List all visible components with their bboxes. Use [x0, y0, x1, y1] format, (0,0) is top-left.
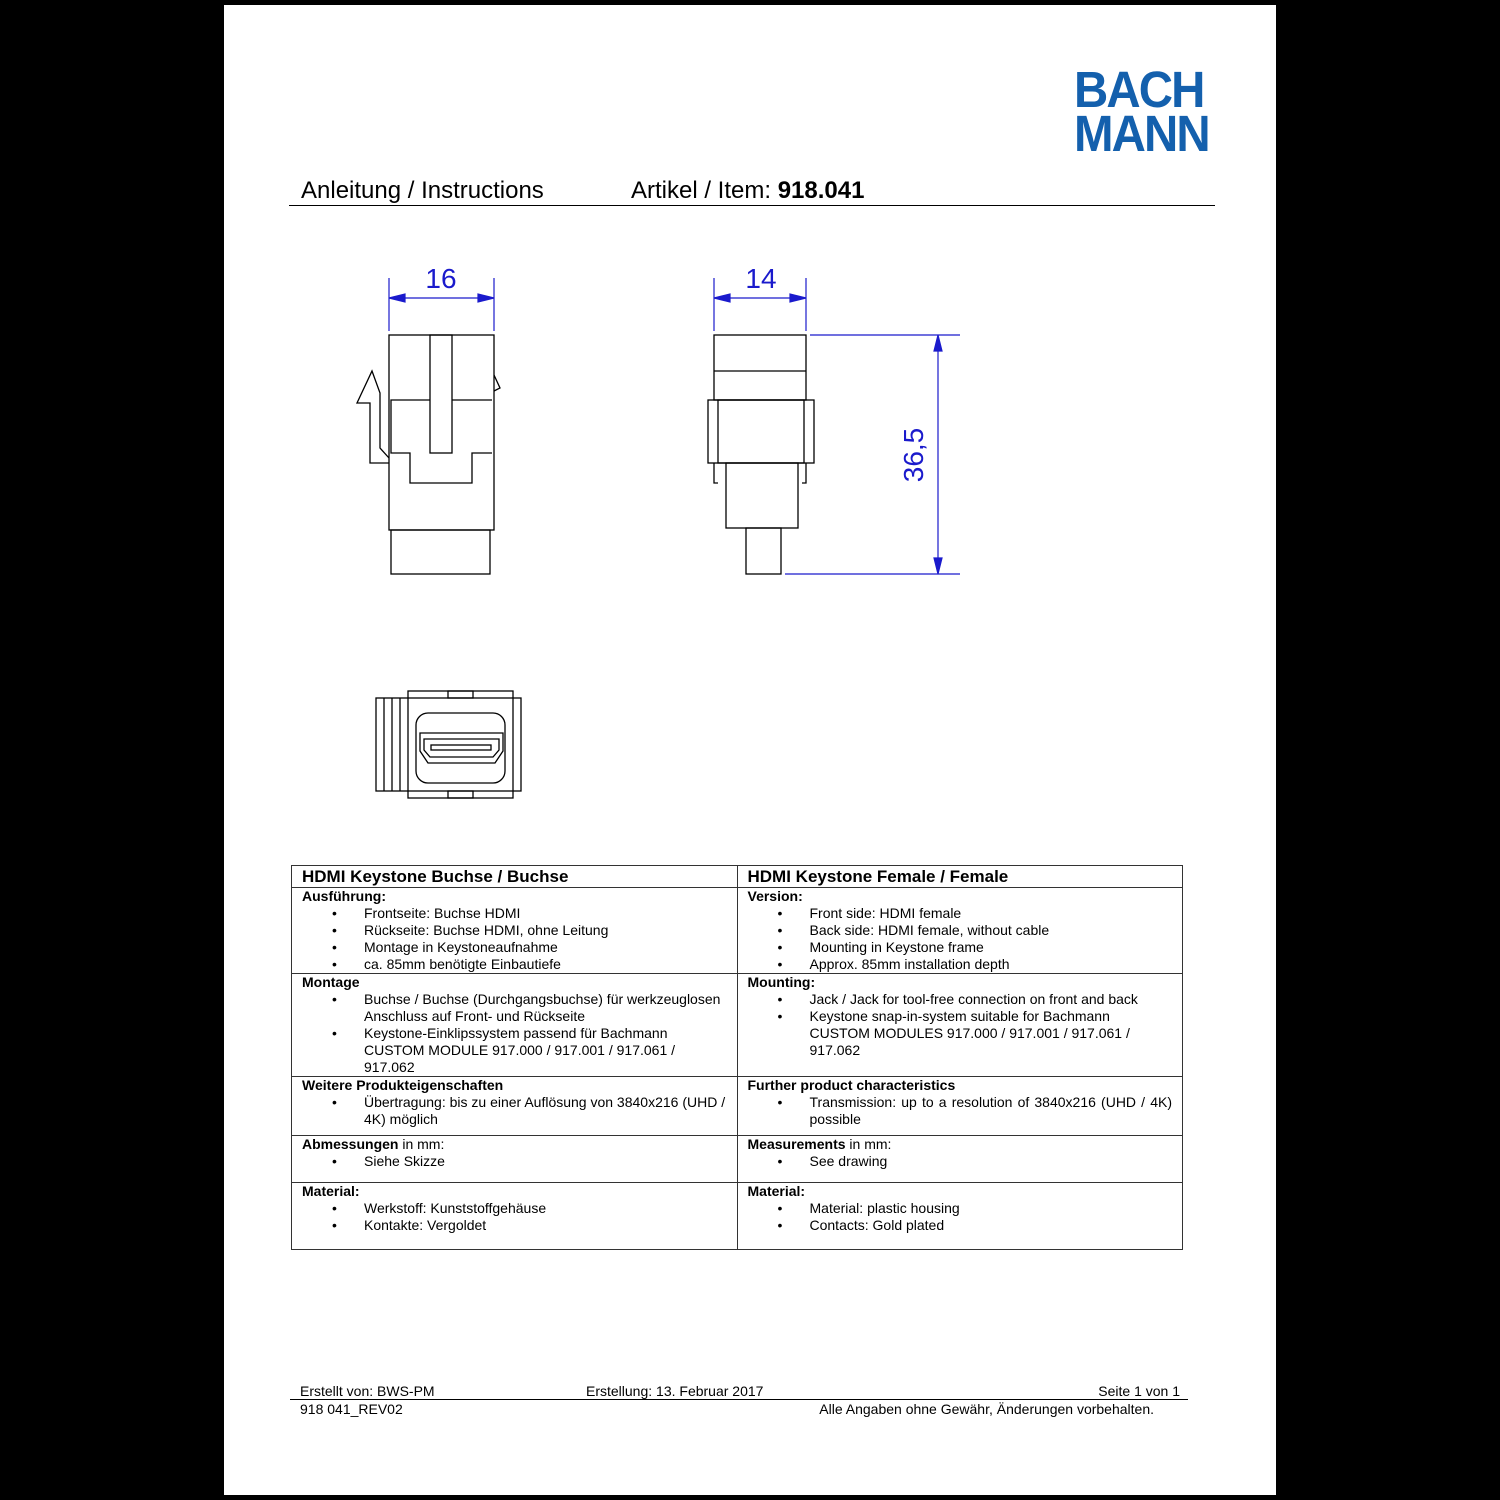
list-item: • Kontakte: Vergoldet	[364, 1217, 727, 1234]
spec-cell-en	[737, 1077, 1183, 1136]
spec-heading: Abmessungen	[302, 1136, 399, 1152]
spec-heading: Mounting:	[747, 974, 816, 990]
logo-line-1: BACH	[1074, 61, 1204, 118]
list-item: • Jack / Jack for tool-free connection on front and back	[810, 991, 1173, 1008]
footer-doc-id: 918 041_REV02	[300, 1401, 403, 1417]
spec-list	[748, 1153, 1173, 1170]
spec-heading-line	[748, 1136, 1173, 1153]
spec-cell-en	[737, 888, 1183, 974]
list-item: • ca. 85mm benötigte Einbautiefe	[364, 956, 727, 973]
list-item: • Approx. 85mm installation depth	[810, 956, 1173, 973]
list-item: • Contacts: Gold plated	[810, 1217, 1173, 1234]
front-view-outline	[357, 335, 500, 574]
footer-page-number: Seite 1 von 1	[1098, 1383, 1180, 1399]
spec-row-measurements	[292, 1136, 1183, 1183]
header-instructions: Anleitung / Instructions	[301, 177, 544, 204]
list-item: • Buchse / Buchse (Durchgangsbuchse) für werkzeuglosen Anschluss auf Front- und Rückseite	[364, 991, 727, 1025]
list-item: • Transmission: up to a resolution of 3840x216 (UHD / 4K) possible	[810, 1094, 1173, 1128]
spec-heading: Montage	[302, 974, 360, 990]
spec-heading: Ausführung:	[302, 888, 386, 904]
spec-cell-en	[737, 1136, 1183, 1183]
header-item-number: 918.041	[777, 177, 865, 204]
list-item: • Montage in Keystoneaufnahme	[364, 939, 727, 956]
spec-heading: Version:	[747, 888, 803, 904]
spec-heading: Material:	[747, 1183, 806, 1199]
footer-created-by: Erstellt von: BWS-PM	[300, 1383, 435, 1399]
footer-row-1	[290, 1382, 1188, 1400]
spec-heading-suffix: in mm:	[845, 1136, 892, 1152]
dimension-height: 36,5	[898, 427, 929, 483]
spec-list	[748, 991, 1173, 1059]
spec-heading-suffix: in mm:	[398, 1136, 445, 1152]
spec-heading: Further product characteristics	[747, 1077, 956, 1093]
spec-list	[302, 1200, 727, 1234]
side-view-outline	[708, 335, 814, 574]
spec-list	[302, 1094, 727, 1128]
spec-cell-en	[737, 1183, 1183, 1250]
list-item: • Keystone snap-in-system suitable for Bachmann CUSTOM MODULES 917.000 / 917.001 / 917.061 / 917.062	[810, 1008, 1173, 1059]
footer-disclaimer: Alle Angaben ohne Gewähr, Änderungen vorbehalten.	[819, 1401, 1154, 1417]
spec-cell-de	[292, 1136, 738, 1183]
spec-row-material	[292, 1183, 1183, 1250]
spec-list	[302, 905, 727, 973]
list-item: • Siehe Skizze	[364, 1153, 727, 1170]
list-item: • See drawing	[810, 1153, 1173, 1170]
spec-row-version	[292, 888, 1183, 974]
footer-row-2	[290, 1400, 1188, 1417]
spec-list	[302, 1153, 727, 1170]
spec-heading-line	[302, 1136, 727, 1153]
spec-cell-de	[292, 1077, 738, 1136]
dimension-width-front: 16	[425, 263, 457, 294]
spec-cell-de	[292, 974, 738, 1077]
list-item: • Front side: HDMI female	[810, 905, 1173, 922]
document-footer	[290, 1382, 1188, 1417]
spec-heading: Measurements	[747, 1136, 846, 1152]
spec-heading: Material:	[302, 1183, 360, 1199]
list-item: • Material: plastic housing	[810, 1200, 1173, 1217]
spec-cell-en	[737, 974, 1183, 1077]
document-page	[221, 2, 1279, 1498]
list-item: • Werkstoff: Kunststoffgehäuse	[364, 1200, 727, 1217]
spec-cell-de	[292, 888, 738, 974]
spec-heading: Weitere Produkteigenschaften	[302, 1077, 504, 1093]
spec-title-de: HDMI Keystone Buchse / Buchse	[292, 866, 738, 888]
spec-list	[748, 1200, 1173, 1234]
logo-line-2: MANN	[1074, 105, 1209, 162]
list-item: • Mounting in Keystone frame	[810, 939, 1173, 956]
spec-title-row	[292, 866, 1183, 888]
header-item-label: Artikel / Item:	[631, 177, 778, 204]
spec-cell-de	[292, 1183, 738, 1250]
technical-drawing	[224, 5, 1276, 865]
list-item: • Rückseite: Buchse HDMI, ohne Leitung	[364, 922, 727, 939]
list-item: • Frontseite: Buchse HDMI	[364, 905, 727, 922]
list-item: • Keystone-Einklipssystem passend für Bachmann CUSTOM MODULE 917.000 / 917.001 / 917.061 / 917.062	[364, 1025, 727, 1076]
spec-list	[302, 991, 727, 1076]
spec-row-characteristics	[292, 1077, 1183, 1136]
spec-list	[748, 905, 1173, 973]
spec-row-mounting	[292, 974, 1183, 1077]
list-item: • Back side: HDMI female, without cable	[810, 922, 1173, 939]
list-item: • Übertragung: bis zu einer Auflösung von 3840x216 (UHD / 4K) möglich	[364, 1094, 727, 1128]
spec-list	[748, 1094, 1173, 1128]
dimension-width-side: 14	[745, 263, 777, 294]
spec-table	[291, 865, 1183, 1250]
top-view-outline	[376, 691, 521, 798]
footer-created-on: Erstellung: 13. Februar 2017	[586, 1383, 764, 1399]
spec-title-en: HDMI Keystone Female / Female	[737, 866, 1183, 888]
